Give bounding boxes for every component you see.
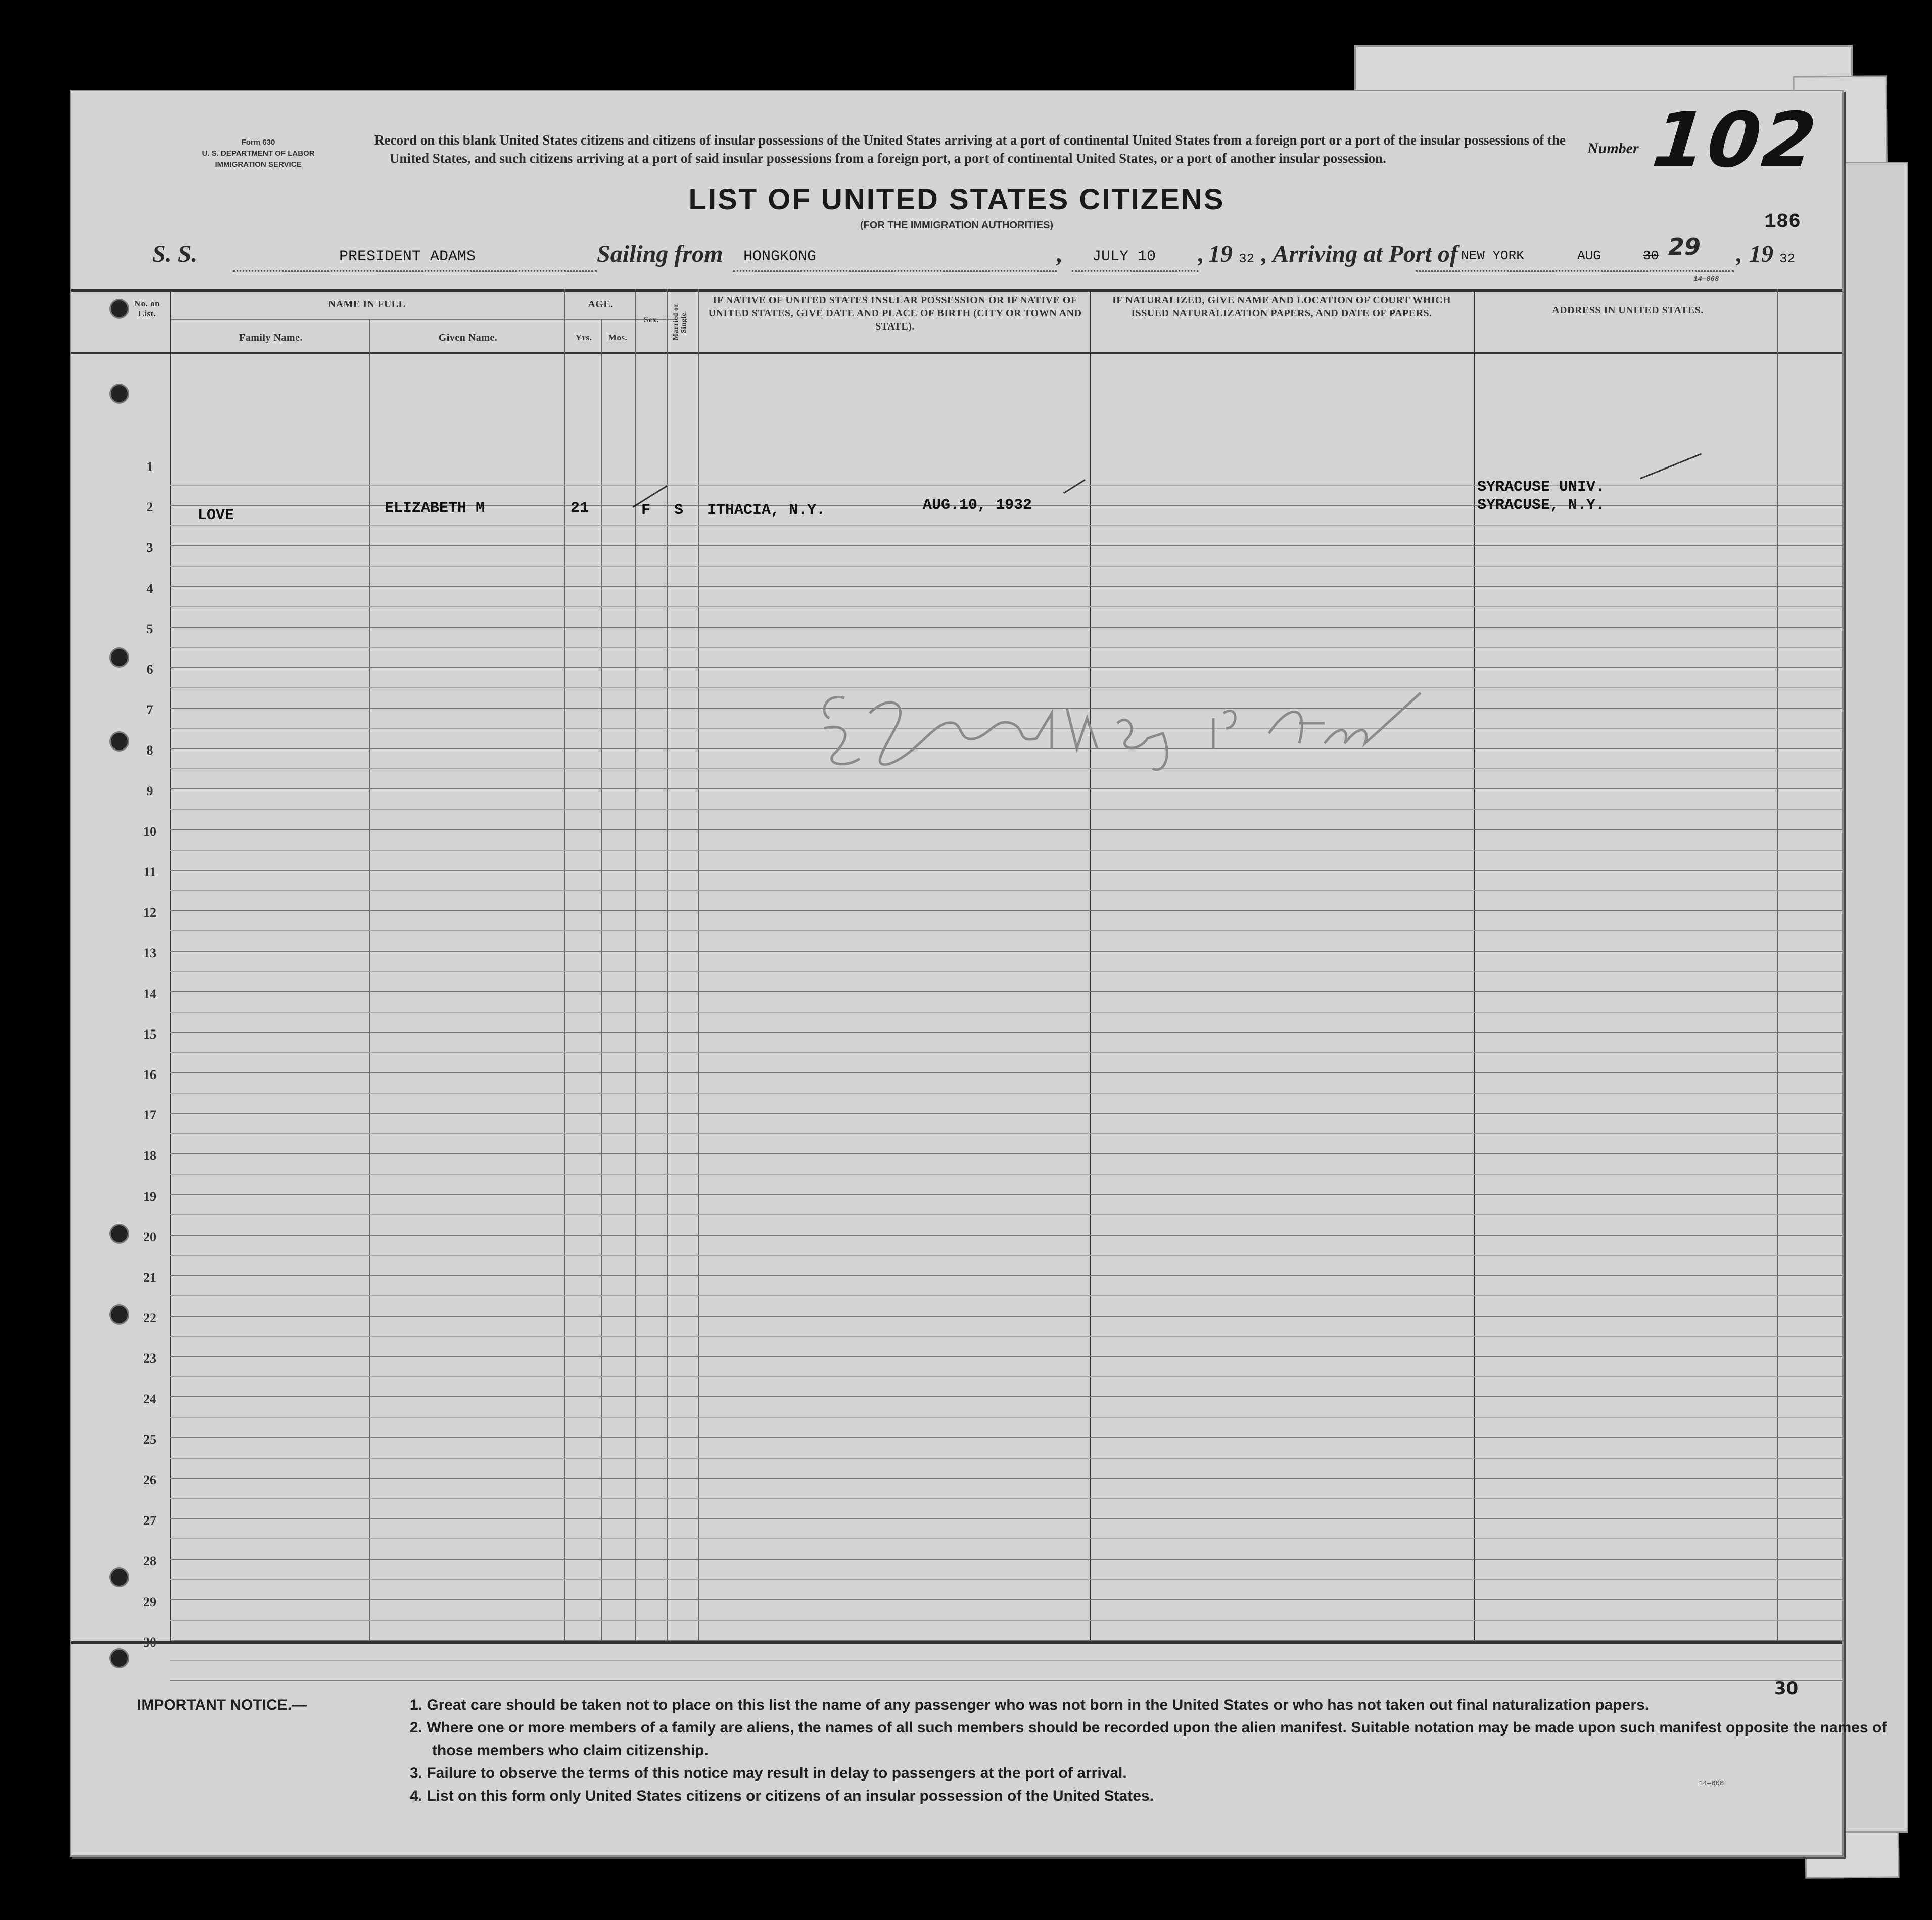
- binder-hole: [109, 1648, 129, 1668]
- entry-address-line1: SYRACUSE UNIV.: [1477, 479, 1605, 496]
- binder-hole: [109, 1567, 129, 1587]
- year-suffix-1: 32: [1239, 251, 1255, 266]
- department-name: U. S. DEPARTMENT OF LABOR: [202, 149, 315, 158]
- header-sex: Sex.: [644, 316, 659, 324]
- voyage-line: S. S. PRESIDENT ADAMS Sailing from HONGKONG , JULY 10 , 19 32 , Arriving at Port of NEW YORK AUG 30 29 , 19 32 14—868: [152, 233, 1796, 284]
- row-rule: [170, 1113, 1842, 1114]
- header-address: ADDRESS IN UNITED STATES.: [1552, 305, 1704, 316]
- form-code-small: 14—868: [1693, 275, 1719, 284]
- row-rule: [170, 788, 1842, 789]
- check-mark: [1063, 479, 1086, 494]
- binder-hole: [109, 1224, 129, 1244]
- row-number: 14: [143, 986, 156, 1001]
- header-given-name: Given Name.: [438, 332, 498, 343]
- notice-item: 1. Great care should be taken not to place on this list the name of any passenger who was not born in the United States or who has not taken out final naturalization papers.: [410, 1697, 1650, 1713]
- header-yrs: Yrs.: [575, 333, 592, 342]
- row-number: 11: [143, 865, 156, 879]
- form-number: Form 630: [241, 138, 275, 147]
- row-rule: [170, 1518, 1842, 1519]
- page-subtitle: (FOR THE IMMIGRATION AUTHORITIES): [860, 220, 1054, 231]
- row-number: 16: [143, 1067, 156, 1082]
- header-mos: Mos.: [608, 333, 628, 342]
- row-number: 26: [143, 1473, 156, 1487]
- row-number: 12: [143, 905, 156, 920]
- entry-marital-status: S: [674, 502, 684, 519]
- header-age: AGE.: [588, 299, 614, 310]
- row-number: 1: [146, 459, 153, 474]
- header-name-in-full: NAME IN FULL: [328, 299, 406, 310]
- row-rule: [170, 1235, 1842, 1236]
- row-number: 13: [143, 946, 156, 961]
- form-id-block: [167, 137, 349, 170]
- row-subrule: [170, 1052, 1842, 1053]
- row-subrule: [170, 850, 1842, 851]
- row-rule: [170, 1356, 1842, 1357]
- entry-given-name: ELIZABETH M: [385, 500, 485, 517]
- row-rule: [170, 1153, 1842, 1154]
- sailing-label: Sailing from: [597, 241, 723, 267]
- manifest-page: [70, 90, 1887, 1857]
- row-number: 29: [143, 1594, 156, 1609]
- notice-item: 3. Failure to observe the terms of this notice may result in delay to passengers at the port of arrival.: [410, 1765, 1127, 1782]
- notice-heading: IMPORTANT NOTICE.—: [137, 1697, 307, 1713]
- row-rule: [170, 667, 1842, 668]
- row-rule: [170, 627, 1842, 628]
- row-rule: [170, 1640, 1842, 1641]
- entry-age-years: 21: [571, 500, 589, 517]
- row-number: 15: [143, 1026, 156, 1042]
- row-subrule: [170, 1538, 1842, 1539]
- row-number: 20: [143, 1229, 156, 1244]
- binder-hole: [109, 731, 129, 752]
- row-rule: [170, 991, 1842, 992]
- number-label: Number: [1587, 140, 1639, 157]
- row-number: 8: [146, 743, 153, 758]
- row-subrule: [170, 1620, 1842, 1621]
- row-subrule: [170, 1174, 1842, 1175]
- binder-hole: [109, 647, 129, 668]
- entry-family-name: LOVE: [198, 507, 234, 524]
- year-suffix-2: 32: [1779, 251, 1796, 266]
- row-rule: [170, 951, 1842, 952]
- row-number: 22: [143, 1310, 156, 1326]
- row-number: 25: [143, 1432, 156, 1447]
- row-rule: [170, 1275, 1842, 1276]
- binder-hole: [109, 1304, 129, 1325]
- entry-sex: F: [641, 502, 651, 519]
- row-number: 6: [146, 662, 153, 677]
- row-rule: [170, 1032, 1842, 1033]
- row-rule: [170, 910, 1842, 911]
- year-prefix-1: 19: [1208, 241, 1233, 267]
- row-subrule: [170, 1660, 1842, 1661]
- row-number: 7: [146, 703, 153, 718]
- ship-name: PRESIDENT ADAMS: [339, 248, 476, 265]
- corner-mark: 30: [1774, 1678, 1799, 1699]
- arriving-label: , Arriving at Port of: [1261, 241, 1458, 267]
- row-number: 27: [143, 1513, 156, 1528]
- row-subrule: [170, 971, 1842, 972]
- row-rule: [170, 1194, 1842, 1195]
- row-rule: [170, 1396, 1842, 1397]
- row-number: 18: [143, 1148, 156, 1163]
- row-rule: [170, 586, 1842, 587]
- notice-item: 2. Where one or more members of a family are aliens, the names of all such members should be recorded upon the alien manifest. Suitable notation may be made upon such manifest opposite the names of those members who claim citizenship.: [410, 1719, 1887, 1759]
- row-number: 24: [143, 1391, 156, 1407]
- binder-hole: [109, 384, 129, 404]
- row-number: 2: [146, 500, 153, 515]
- row-subrule: [170, 1214, 1842, 1215]
- ss-label: S. S.: [152, 241, 198, 267]
- binder-hole: [109, 299, 129, 319]
- header-native-birthplace: IF NATIVE OF UNITED STATES INSULAR POSSESSION OR IF NATIVE OF UNITED STATES, GIVE DATE AND PLACE OF BIRTH (CITY OR TOWN AND STATE).: [708, 295, 1082, 332]
- entry-address-line2: SYRACUSE, N.Y.: [1477, 497, 1605, 514]
- row-number: 23: [143, 1351, 156, 1366]
- handwritten-list-number: 102: [1648, 97, 1822, 184]
- row-rule: [170, 870, 1842, 871]
- row-rule: [170, 545, 1842, 546]
- row-subrule: [170, 1336, 1842, 1337]
- header-married-or-single: Married or Single.: [672, 303, 688, 341]
- row-subrule: [170, 1376, 1842, 1377]
- row-subrule: [170, 1133, 1842, 1134]
- page-title: LIST OF UNITED STATES CITIZENS: [688, 183, 1225, 216]
- row-rule: [170, 1478, 1842, 1479]
- row-number: 5: [146, 621, 153, 636]
- row-rule: [170, 1072, 1842, 1073]
- entry-birth-note: AUG.10, 1932: [923, 497, 1032, 514]
- arrival-day-handwritten: 29: [1668, 233, 1701, 260]
- header-naturalized: IF NATURALIZED, GIVE NAME AND LOCATION OF COURT WHICH ISSUED NATURALIZATION PAPERS, AND DATE OF PAPERS.: [1112, 295, 1451, 319]
- row-number: 28: [143, 1554, 156, 1569]
- row-subrule: [170, 1295, 1842, 1296]
- passenger-table: [71, 289, 1842, 1650]
- row-number: 21: [143, 1270, 156, 1285]
- check-mark: [1640, 453, 1702, 479]
- sailing-port: HONGKONG: [743, 248, 817, 265]
- row-number: 10: [143, 824, 156, 839]
- row-rule: [170, 1559, 1842, 1560]
- row-number: 19: [143, 1189, 156, 1204]
- row-number: 17: [143, 1108, 156, 1123]
- row-rule: [170, 1316, 1842, 1317]
- row-subrule: [170, 890, 1842, 891]
- arrival-month: AUG: [1577, 248, 1601, 263]
- stamped-page-number: 186: [1764, 211, 1801, 233]
- pencil-signature: [814, 683, 1471, 774]
- row-subrule: [170, 1579, 1842, 1580]
- arrival-day: 30: [1643, 248, 1659, 263]
- service-name: IMMIGRATION SERVICE: [215, 160, 302, 169]
- row-subrule: [170, 566, 1842, 567]
- row-subrule: [170, 606, 1842, 607]
- row-subrule: [170, 525, 1842, 526]
- row-subrule: [170, 1417, 1842, 1418]
- row-number: 9: [146, 783, 153, 799]
- header-family-name: Family Name.: [239, 332, 303, 343]
- row-number: 4: [146, 581, 153, 596]
- row-subrule: [170, 809, 1842, 810]
- notice-form-code: 14—608: [1699, 1779, 1724, 1788]
- row-subrule: [170, 930, 1842, 931]
- notice-item: 4. List on this form only United States citizens or citizens of an insular possession of the United States.: [410, 1788, 1154, 1804]
- arrival-port: NEW YORK: [1461, 248, 1524, 263]
- row-rule: [170, 1599, 1842, 1600]
- row-subrule: [170, 1458, 1842, 1459]
- row-subrule: [170, 1498, 1842, 1499]
- row-subrule: [170, 647, 1842, 648]
- row-rule: [170, 1680, 1842, 1681]
- header-no-on-list: No. on List.: [134, 299, 160, 318]
- row-subrule: [170, 1255, 1842, 1256]
- row-rule: [170, 1437, 1842, 1438]
- row-number: 30: [143, 1634, 156, 1650]
- row-rule: [170, 829, 1842, 830]
- sailing-date: JULY 10: [1092, 248, 1156, 265]
- year-prefix-2: 19: [1749, 241, 1773, 267]
- form-instructions: Record on this blank United States citizens and citizens of insular possessions of the United States arriving at a port of continental United States from a foreign port or a port of the insular possessions of the United States, and such citizens arriving at a port of said insular possessions from a foreign port, a port of continental United States, or a port of another insular possession.: [374, 132, 1566, 166]
- row-subrule: [170, 1093, 1842, 1094]
- row-number: 3: [146, 540, 153, 555]
- row-subrule: [170, 1012, 1842, 1013]
- entry-birthplace: ITHACIA, N.Y.: [707, 502, 826, 519]
